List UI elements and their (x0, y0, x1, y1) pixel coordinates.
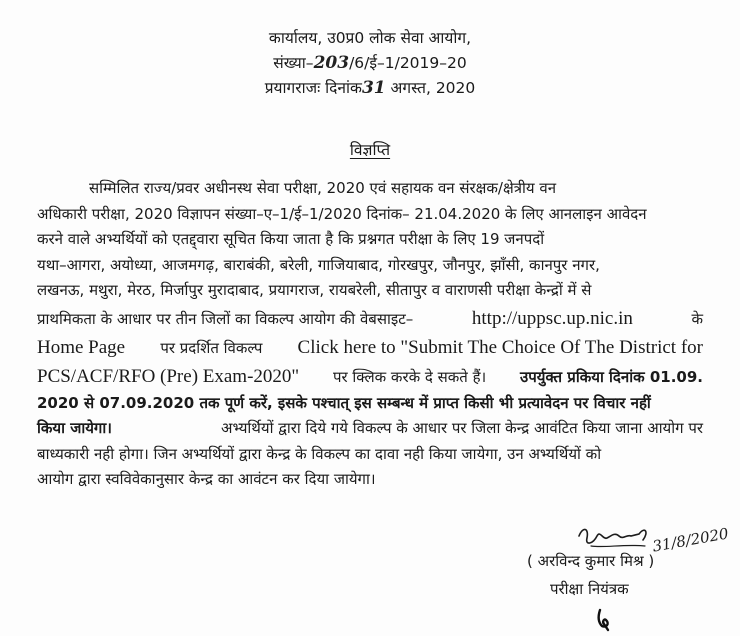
body-line: बाध्यकारी नही होगा। जिन अभ्यर्थियों द्वारा केन्द्र के विकल्प का दावा नही किया जायेगा, उन अभ्यर्थियों को (37, 444, 602, 463)
deadline-text: उपर्युक्त प्रकिया दिनांक 01.09. (520, 367, 703, 386)
office-name: कार्यालय, उ0प्र0 लोक सेवा आयोग, (268, 29, 472, 47)
body-line: यथा–आगरा, अयोध्या, आजमगढ़, बाराबंकी, बरेली, गाजियाबाद, गोरखपुर, जौनपुर, झाँसी, कानपुर नगर, (37, 255, 600, 274)
body-line: किया जायेगा। अभ्यर्थियों द्वारा दिये गये विकल्प के आधार पर जिला केन्द्र आवंटित किया जाना आयोग पर (37, 419, 703, 437)
notice-title: विज्ञप्ति (349, 141, 391, 159)
handwritten-day: 31 (361, 78, 386, 98)
body-line: आयोग द्वारा स्वविवेकानुसार केन्द्र का आवंटन कर दिया जायेगा। (37, 470, 376, 488)
body-line: अधिकारी परीक्षा, 2020 विज्ञापन संख्या–ए–1/ई–1/2020 दिनांक– 21.04.2020 के लिए आनलाइन आवेदन (37, 204, 647, 223)
reference-number: संख्या–203/6/ई–1/2019–20 (273, 53, 467, 73)
body-line-bold: 2020 से 07.09.2020 तक पूर्ण करें, इसके पश्चात् इस सम्बन्ध में प्राप्त किसी भी प्रत्यावेदन पर विचार नहीं (37, 393, 651, 412)
letterhead (0, 26, 740, 101)
body-line: प्राथमिकता के आधार पर तीन जिलों का विकल्प आयोग की वेबसाइट– http://uppsc.up.nic.in के (37, 304, 703, 333)
signatory-name: ( अरविन्द कुमार मिश्र ) (527, 552, 655, 570)
signatory-designation: परीक्षा नियंत्रक (550, 580, 629, 598)
exam-name-text: PCS/ACF/RFO (Pre) Exam-2020" (37, 365, 300, 387)
issue-date: प्रयागराजः दिनांक31 अगस्त, 2020 (264, 78, 476, 98)
notice-body (37, 176, 703, 493)
signature-scribble (575, 524, 655, 554)
body-line: Home Page पर प्रदर्शित विकल्प Click here to "Submit The Choice Of The District for (37, 333, 703, 362)
signature-date: 31/8/2020 (651, 524, 730, 556)
website-url: http://uppsc.up.nic.in (471, 307, 633, 329)
initial-mark (592, 606, 618, 632)
body-line: लखनऊ, मथुरा, मेरठ, मिर्जापुर मुरादाबाद, प्रयागराज, रायबरेली, सीतापुर व वाराणसी परीक्षा केन्द्रों में से (37, 281, 592, 299)
click-here-text: Click here to "Submit The Choice Of The District for (297, 336, 703, 358)
home-page-text: Home Page (37, 336, 126, 358)
handwritten-ref-number: 203 (313, 53, 350, 73)
body-line: सम्मिलित राज्य/प्रवर अधीनस्थ सेवा परीक्षा, 2020 एवं सहायक वन संरक्षक/क्षेत्रीय वन (89, 179, 557, 197)
body-line: PCS/ACF/RFO (Pre) Exam-2020" पर क्लिक करके दे सकते हैं। उपर्युक्त प्रकिया दिनांक 01.09. (37, 362, 703, 391)
body-line: करने वाले अभ्यर्थियों को एतद्द्वारा सूचित किया जाता है कि प्रश्नगत परीक्षा के लिए 19 जनपदों (37, 230, 545, 248)
